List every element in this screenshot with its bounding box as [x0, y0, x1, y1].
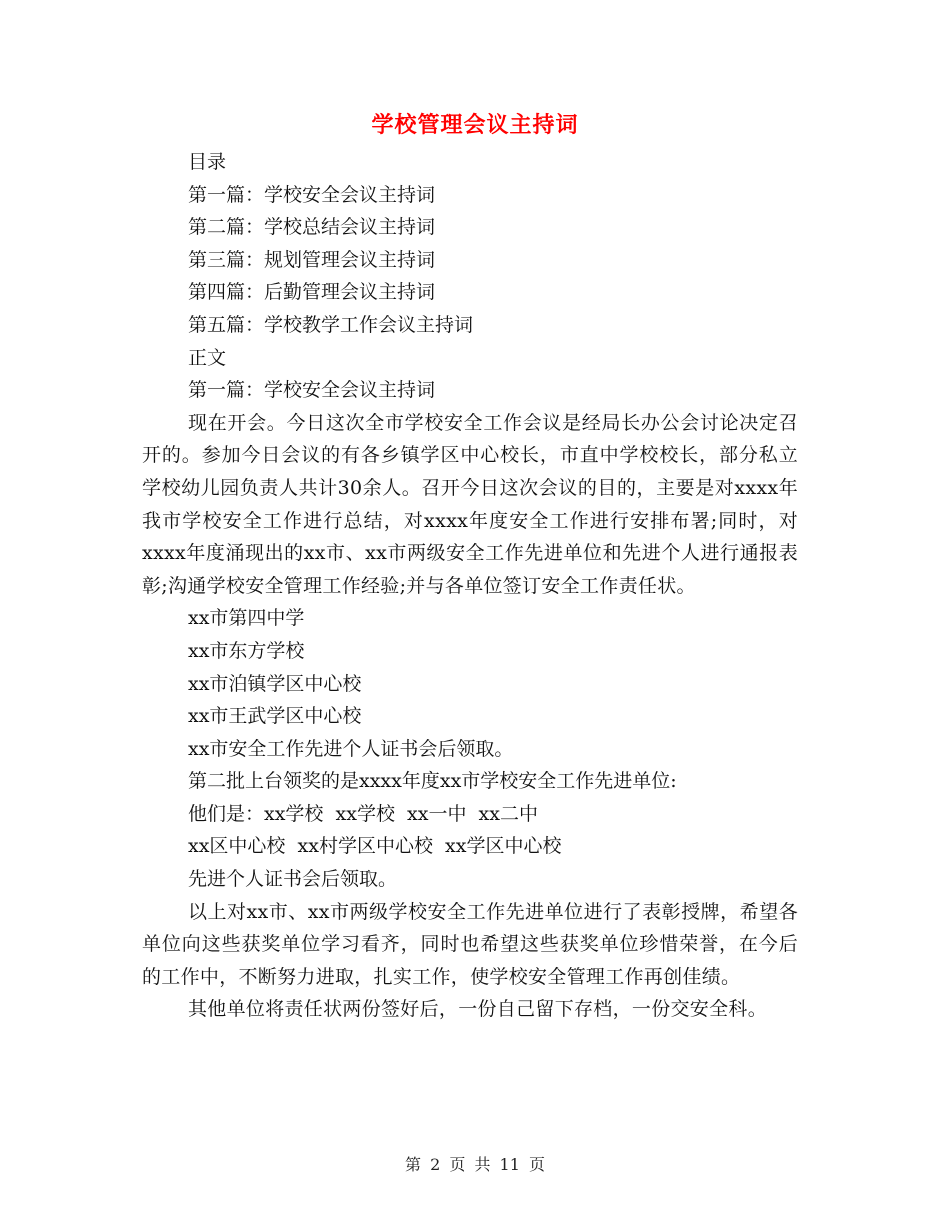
toc-item: 第三篇：规划管理会议主持词 [188, 248, 436, 271]
list-item: 他们是：xx学校 xx学校 xx一中 xx二中 [188, 802, 538, 825]
list-item: xx市泊镇学区中心校 [188, 672, 362, 695]
document-title: 学校管理会议主持词 [371, 112, 579, 138]
page-number-footer: 第 2 页 共 11 页 [405, 1155, 545, 1174]
toc-item: 第五篇：学校教学工作会议主持词 [188, 313, 474, 336]
paragraph-closing: 其他单位将责任状两份签好后，一份自己留下存档，一份交安全科。 [188, 998, 768, 1021]
paragraph-opening: 现在开会。今日这次全市学校安全工作会议是经局长办公会讨论决定召开的。参加今日会议的有各乡镇学区中心校长，市直中学校校长，部分私立学校幼儿园负责人共计30余人。召开今日这次会议的目的，主要是对xxxx年我市学校安全工作进行总结，对xxxx年度安全工作进行安排布署;同时，对xxxx年度涌现出的xx市、xx市两级安全工作先进单位和先进个人进行通报表彰;沟通学校安全管理工作经验;并与各单位签订安全工作责任状。 [142, 411, 798, 597]
paragraph-commendation: 以上对xx市、xx市两级学校安全工作先进单位进行了表彰授牌，希望各单位向这些获奖单位学习看齐，同时也希望这些获奖单位珍惜荣誉，在今后的工作中，不断努力进取，扎实工作，使学校安全管理工作再创佳绩。 [142, 900, 798, 988]
document-body [142, 146, 798, 1026]
list-item: xx区中心校 xx村学区中心校 xx学区中心校 [188, 835, 562, 858]
toc-item: 第二篇：学校总结会议主持词 [188, 216, 436, 239]
list-item: 第二批上台领奖的是xxxx年度xx市学校安全工作先进单位: [188, 770, 677, 793]
list-item: xx市东方学校 [188, 639, 305, 662]
list-item: 先进个人证书会后领取。 [188, 868, 398, 891]
toc-item: 第四篇：后勤管理会议主持词 [188, 281, 436, 304]
list-item: xx市第四中学 [188, 607, 305, 630]
section-title: 第一篇：学校安全会议主持词 [188, 379, 436, 402]
toc-heading: 目录 [188, 151, 227, 173]
list-item: xx市安全工作先进个人证书会后领取。 [188, 737, 514, 760]
list-item: xx市王武学区中心校 [188, 705, 362, 728]
body-heading: 正文 [188, 346, 227, 369]
toc-item: 第一篇：学校安全会议主持词 [188, 183, 436, 206]
